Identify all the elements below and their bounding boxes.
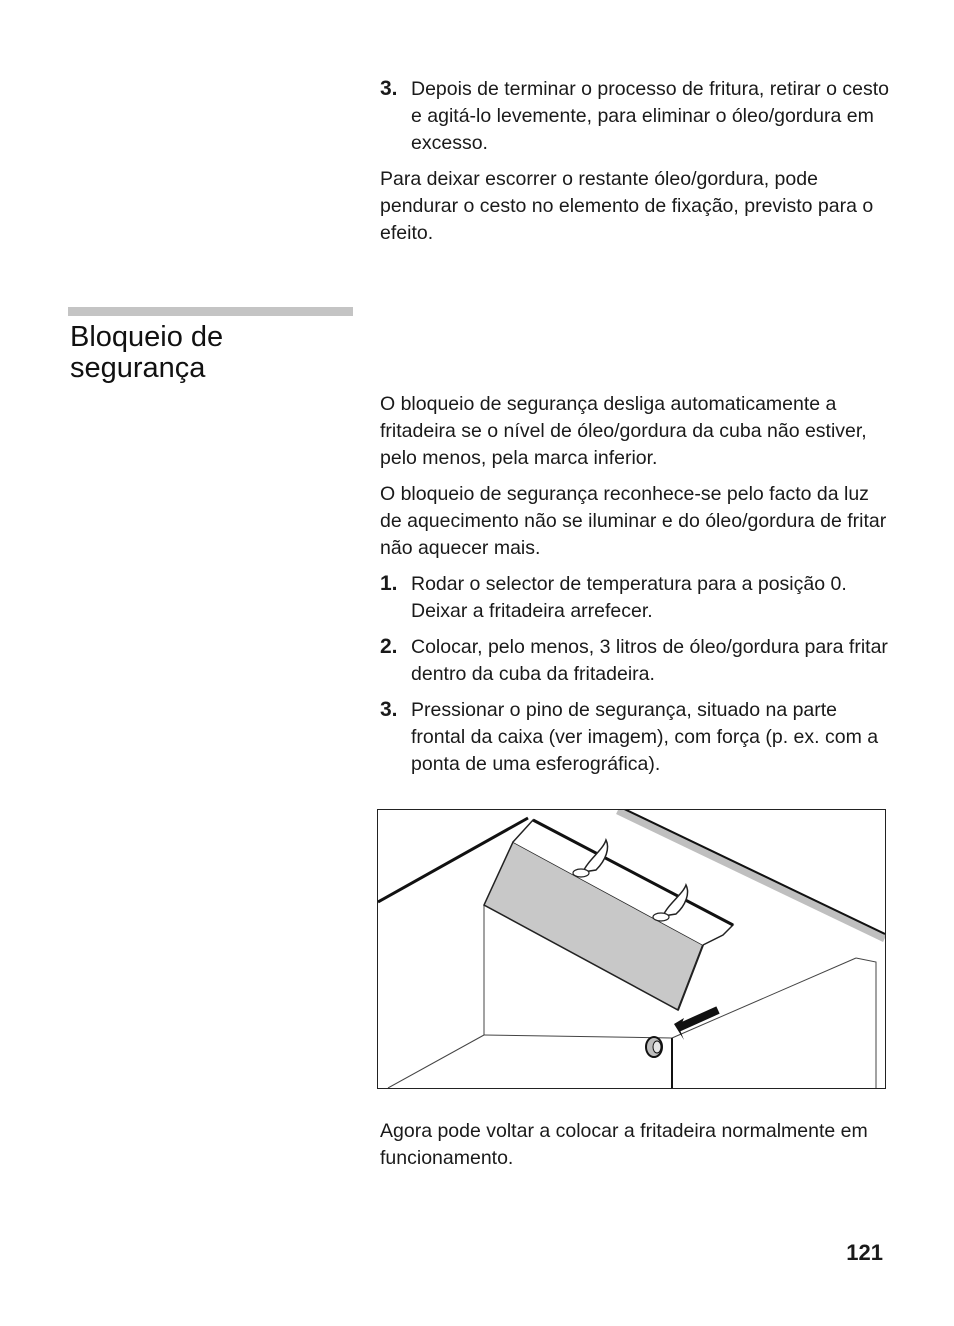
section-body — [380, 391, 890, 787]
housing-side — [856, 958, 876, 1088]
arrow-shaft — [678, 1010, 718, 1028]
housing-bottom — [484, 1035, 672, 1038]
step-number: 3. — [380, 698, 398, 721]
heading-rule — [68, 307, 353, 316]
recognition-paragraph: O bloqueio de segurança reconhece-se pelo facto da luz de aquecimento não se iluminar e do óleo/gordura de fritar não aquecer mais. — [380, 483, 887, 559]
step-text: Depois de terminar o processo de fritura, retirar o cesto e agitá-lo levemente, para eliminar o óleo/gordura em excesso. — [411, 78, 889, 154]
drain-note: Para deixar escorrer o restante óleo/gordura, pode pendurar o cesto no elemento de fixação, previsto para o efeito. — [380, 168, 874, 244]
housing-right-edge — [672, 958, 856, 1038]
section-title: Bloqueio de segurança — [70, 321, 224, 384]
housing-floor-line — [388, 1035, 484, 1088]
hook-base-1 — [573, 869, 589, 877]
fryer-illustration-svg — [378, 810, 885, 1088]
step-2 — [380, 634, 890, 688]
hook-base-2 — [653, 913, 669, 921]
step-3-top — [380, 76, 890, 157]
step-text: Pressionar o pino de segurança, situado na parte frontal da caixa (ver imagem), com força (p. ex. com a ponta de uma esferográfica). — [411, 699, 879, 775]
step-text: Colocar, pelo menos, 3 litros de óleo/gordura para fritar dentro da cuba da fritadeira. — [411, 636, 888, 685]
step-number: 3. — [380, 77, 398, 100]
fryer-reset-pin-illustration — [377, 809, 886, 1089]
intro-paragraph: O bloqueio de segurança desliga automaticamente a fritadeira se o nível de óleo/gordura da cuba não estiver, pelo menos, pela marca inferior. — [380, 393, 867, 469]
closing-paragraph: Agora pode voltar a colocar a fritadeira normalmente em funcionamento. — [380, 1120, 868, 1169]
closing-section — [380, 1118, 890, 1181]
step-number: 1. — [380, 572, 398, 595]
top-section — [380, 76, 890, 256]
step-3 — [380, 697, 890, 778]
reset-pin-tip — [653, 1041, 661, 1053]
page-number: 121 — [846, 1240, 883, 1265]
step-1 — [380, 571, 890, 625]
step-number: 2. — [380, 635, 398, 658]
step-text: Rodar o selector de temperatura para a posição 0. Deixar a fritadeira arrefecer. — [411, 573, 847, 622]
